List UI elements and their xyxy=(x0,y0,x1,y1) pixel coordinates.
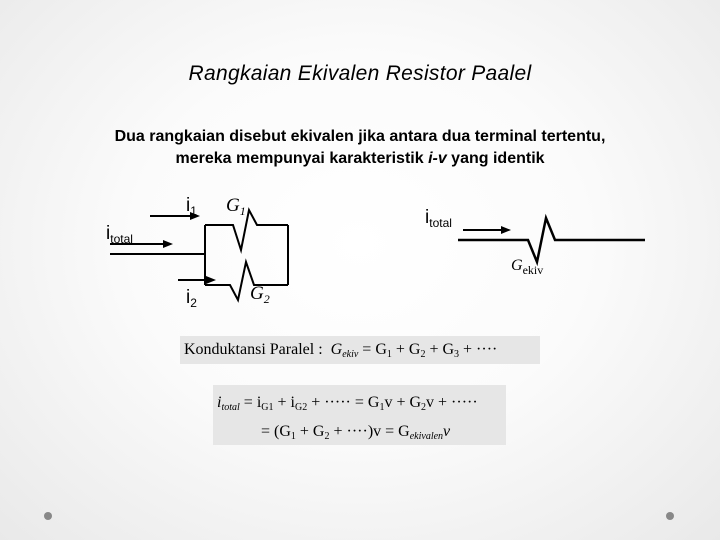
equivalent-circuit xyxy=(458,218,645,262)
bottom-left-dot xyxy=(44,512,52,520)
label-i-total-left: $i_{total}$ xyxy=(106,223,133,246)
label-i-total-right: $i_{total}$ xyxy=(425,207,452,230)
g1-branch-resistor xyxy=(205,210,288,250)
equivalent-resistor xyxy=(458,218,645,262)
slide-title: Rangkaian Ekivalen Resistor Paalel xyxy=(188,62,532,85)
label-g1: $G_1$ xyxy=(226,195,246,218)
description-line-2: mereka mempunyai karakteristik i-v yang identik xyxy=(175,150,545,167)
equation-line-2: = $(G_1 + G_2 + \cdot\cdot\cdot\cdot)v = G_{ekivalen}v$ xyxy=(261,423,451,442)
label-i2: $i_2$ xyxy=(186,287,197,310)
equation-parallel-conductance: Konduktansi Paralel : $G_{ekiv} = G_1 + G_2 + G_3$ + ···· xyxy=(180,336,540,364)
label-g2: $G_2$ xyxy=(250,283,270,306)
label-i1: $i_1$ xyxy=(186,195,197,218)
equation-line-1: $i_{total} = i_{G1} + i_{G2}$ + ····· = $G_1v + G_2v$ + ····· xyxy=(217,394,478,413)
label-g-ekiv: $G_{ekiv}$ xyxy=(511,257,544,277)
equation-total-current xyxy=(213,385,506,445)
g2-branch-resistor xyxy=(205,262,288,300)
bottom-right-dot xyxy=(666,512,674,520)
description-line-1: Dua rangkaian disebut ekivalen jika antara dua terminal tertentu, xyxy=(114,128,606,145)
